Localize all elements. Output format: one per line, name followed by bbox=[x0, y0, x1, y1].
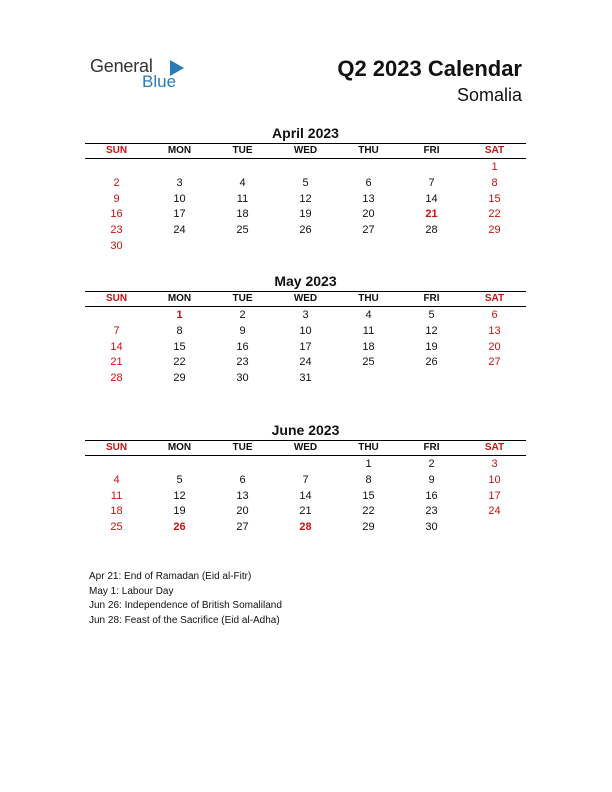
day-cell: 23 bbox=[236, 356, 249, 369]
empty-cell bbox=[85, 457, 148, 473]
day-cell: 5 bbox=[176, 473, 183, 486]
day-cell: 10 bbox=[299, 324, 312, 337]
weekday-fri: FRI bbox=[423, 293, 440, 304]
weekday-sat: SAT bbox=[484, 442, 505, 453]
empty-cell bbox=[274, 457, 337, 473]
day-cell: 6 bbox=[365, 176, 372, 189]
day-cell: 20 bbox=[362, 208, 375, 221]
logo-text-blue: Blue bbox=[142, 72, 177, 91]
month-block-june bbox=[85, 421, 526, 536]
day-cell: 4 bbox=[113, 473, 120, 486]
day-cell: 4 bbox=[365, 309, 372, 321]
day-cell: 21 bbox=[110, 356, 123, 369]
day-cell: 12 bbox=[173, 489, 186, 502]
day-cell: 27 bbox=[236, 521, 249, 534]
day-cell: 6 bbox=[491, 309, 498, 321]
month-title: May 2023 bbox=[274, 273, 337, 289]
day-cell: 2 bbox=[239, 309, 246, 321]
month-title: June 2023 bbox=[271, 422, 340, 438]
day-cell: 19 bbox=[299, 208, 312, 221]
day-cell: 7 bbox=[302, 473, 309, 486]
day-cell: 18 bbox=[110, 505, 123, 518]
empty-cell bbox=[337, 160, 400, 176]
day-cell: 11 bbox=[362, 324, 375, 337]
holiday-item: Apr 21: End of Ramadan (Eid al-Fitr) bbox=[89, 571, 252, 582]
day-cell: 12 bbox=[425, 324, 438, 337]
day-cell: 16 bbox=[425, 489, 438, 502]
day-cell: 5 bbox=[428, 309, 435, 321]
day-cell: 13 bbox=[236, 489, 249, 502]
day-cell: 29 bbox=[362, 521, 375, 534]
day-cell: 20 bbox=[236, 505, 249, 518]
day-cell: 13 bbox=[362, 192, 375, 205]
day-cell: 21 bbox=[299, 505, 312, 518]
day-cell: 8 bbox=[176, 324, 183, 337]
day-cell: 23 bbox=[425, 505, 438, 518]
day-cell: 27 bbox=[362, 224, 375, 237]
weekday-thu: THU bbox=[358, 293, 379, 304]
empty-cell bbox=[85, 308, 148, 324]
weekday-mon: MON bbox=[167, 293, 192, 304]
month-block-may bbox=[85, 272, 526, 387]
day-cell: 9 bbox=[113, 192, 120, 205]
day-grid bbox=[85, 307, 526, 387]
day-cell: 28 bbox=[110, 372, 123, 385]
day-cell: 14 bbox=[299, 489, 312, 502]
day-cell: 20 bbox=[488, 340, 501, 353]
day-cell: 15 bbox=[488, 192, 501, 205]
day-cell: 26 bbox=[299, 224, 312, 237]
day-cell: 3 bbox=[491, 458, 498, 470]
day-cell: 2 bbox=[428, 458, 435, 470]
day-cell: 24 bbox=[173, 224, 186, 237]
day-cell: 15 bbox=[362, 489, 375, 502]
day-cell: 25 bbox=[110, 521, 123, 534]
day-cell: 21 bbox=[425, 208, 438, 221]
day-cell: 7 bbox=[428, 176, 435, 189]
weekday-sat: SAT bbox=[484, 293, 505, 304]
day-cell: 26 bbox=[425, 356, 438, 369]
day-cell: 1 bbox=[491, 161, 498, 173]
weekday-sun: SUN bbox=[105, 145, 128, 156]
day-cell: 29 bbox=[488, 224, 501, 237]
day-cell: 19 bbox=[173, 505, 186, 518]
day-cell: 1 bbox=[365, 458, 372, 470]
day-cell: 16 bbox=[236, 340, 249, 353]
day-grid bbox=[85, 159, 526, 255]
weekday-fri: FRI bbox=[423, 145, 440, 156]
empty-cell bbox=[400, 160, 463, 176]
weekday-tue: TUE bbox=[232, 145, 253, 156]
day-cell: 14 bbox=[425, 192, 438, 205]
month-block-april bbox=[85, 124, 526, 255]
day-cell: 27 bbox=[488, 356, 501, 369]
day-cell: 23 bbox=[110, 224, 123, 237]
holiday-item: May 1: Labour Day bbox=[89, 585, 174, 597]
month-title: April 2023 bbox=[272, 125, 339, 141]
weekday-fri: FRI bbox=[423, 442, 440, 453]
day-cell: 30 bbox=[425, 521, 438, 534]
day-cell: 9 bbox=[239, 324, 246, 337]
day-cell: 1 bbox=[176, 309, 183, 321]
day-cell: 19 bbox=[425, 340, 438, 353]
day-cell: 29 bbox=[173, 372, 186, 385]
day-cell: 18 bbox=[362, 340, 375, 353]
page-title: Q2 2023 Calendar bbox=[337, 56, 522, 81]
day-cell: 22 bbox=[173, 356, 186, 369]
day-cell: 13 bbox=[488, 324, 501, 337]
day-cell: 8 bbox=[365, 473, 372, 486]
weekday-header bbox=[85, 291, 526, 307]
day-cell: 2 bbox=[113, 176, 120, 189]
day-cell: 6 bbox=[239, 473, 246, 486]
weekday-sat: SAT bbox=[484, 145, 505, 156]
brand-logo bbox=[90, 56, 200, 92]
day-cell: 17 bbox=[173, 208, 186, 221]
weekday-sun: SUN bbox=[105, 442, 128, 453]
day-cell: 26 bbox=[173, 521, 186, 534]
weekday-wed: WED bbox=[293, 293, 318, 304]
empty-cell bbox=[148, 160, 211, 176]
day-cell: 3 bbox=[302, 309, 309, 321]
day-cell: 5 bbox=[302, 176, 309, 189]
day-cell: 28 bbox=[425, 224, 438, 237]
day-cell: 31 bbox=[299, 372, 312, 385]
day-cell: 30 bbox=[236, 372, 249, 385]
holiday-list bbox=[89, 570, 282, 628]
day-cell: 15 bbox=[173, 340, 186, 353]
empty-cell bbox=[148, 457, 211, 473]
weekday-wed: WED bbox=[293, 145, 318, 156]
weekday-sun: SUN bbox=[105, 293, 128, 304]
weekday-mon: MON bbox=[167, 442, 192, 453]
day-cell: 9 bbox=[428, 473, 435, 486]
holiday-item: Jun 28: Feast of the Sacrifice (Eid al-Adha) bbox=[89, 614, 280, 626]
country-name: Somalia bbox=[456, 85, 522, 105]
day-cell: 12 bbox=[299, 192, 312, 205]
day-cell: 22 bbox=[488, 208, 501, 221]
day-cell: 25 bbox=[362, 356, 375, 369]
weekday-header bbox=[85, 440, 526, 456]
weekday-tue: TUE bbox=[232, 442, 253, 453]
day-cell: 16 bbox=[110, 208, 123, 221]
day-cell: 24 bbox=[488, 505, 501, 518]
weekday-thu: THU bbox=[358, 442, 379, 453]
day-cell: 30 bbox=[110, 239, 123, 252]
day-cell: 22 bbox=[362, 505, 375, 518]
day-cell: 10 bbox=[173, 192, 186, 205]
empty-cell bbox=[211, 457, 274, 473]
day-cell: 14 bbox=[110, 340, 123, 353]
day-grid bbox=[85, 456, 526, 536]
day-cell: 17 bbox=[488, 489, 501, 502]
weekday-wed: WED bbox=[293, 442, 318, 453]
empty-cell bbox=[211, 160, 274, 176]
day-cell: 7 bbox=[113, 324, 120, 337]
day-cell: 17 bbox=[299, 340, 312, 353]
logo-text-general: General bbox=[90, 56, 153, 76]
weekday-header bbox=[85, 143, 526, 159]
day-cell: 10 bbox=[488, 473, 501, 486]
day-cell: 3 bbox=[176, 176, 183, 189]
holiday-item: Jun 26: Independence of British Somaliland bbox=[89, 600, 282, 611]
weekday-tue: TUE bbox=[232, 293, 253, 304]
day-cell: 8 bbox=[491, 176, 498, 189]
empty-cell bbox=[274, 160, 337, 176]
day-cell: 4 bbox=[239, 176, 246, 189]
weekday-thu: THU bbox=[358, 145, 379, 156]
day-cell: 25 bbox=[236, 224, 249, 237]
day-cell: 28 bbox=[299, 521, 312, 534]
day-cell: 18 bbox=[236, 208, 249, 221]
day-cell: 24 bbox=[299, 356, 312, 369]
weekday-mon: MON bbox=[167, 145, 192, 156]
empty-cell bbox=[85, 160, 148, 176]
day-cell: 11 bbox=[236, 192, 249, 205]
day-cell: 11 bbox=[110, 489, 123, 502]
